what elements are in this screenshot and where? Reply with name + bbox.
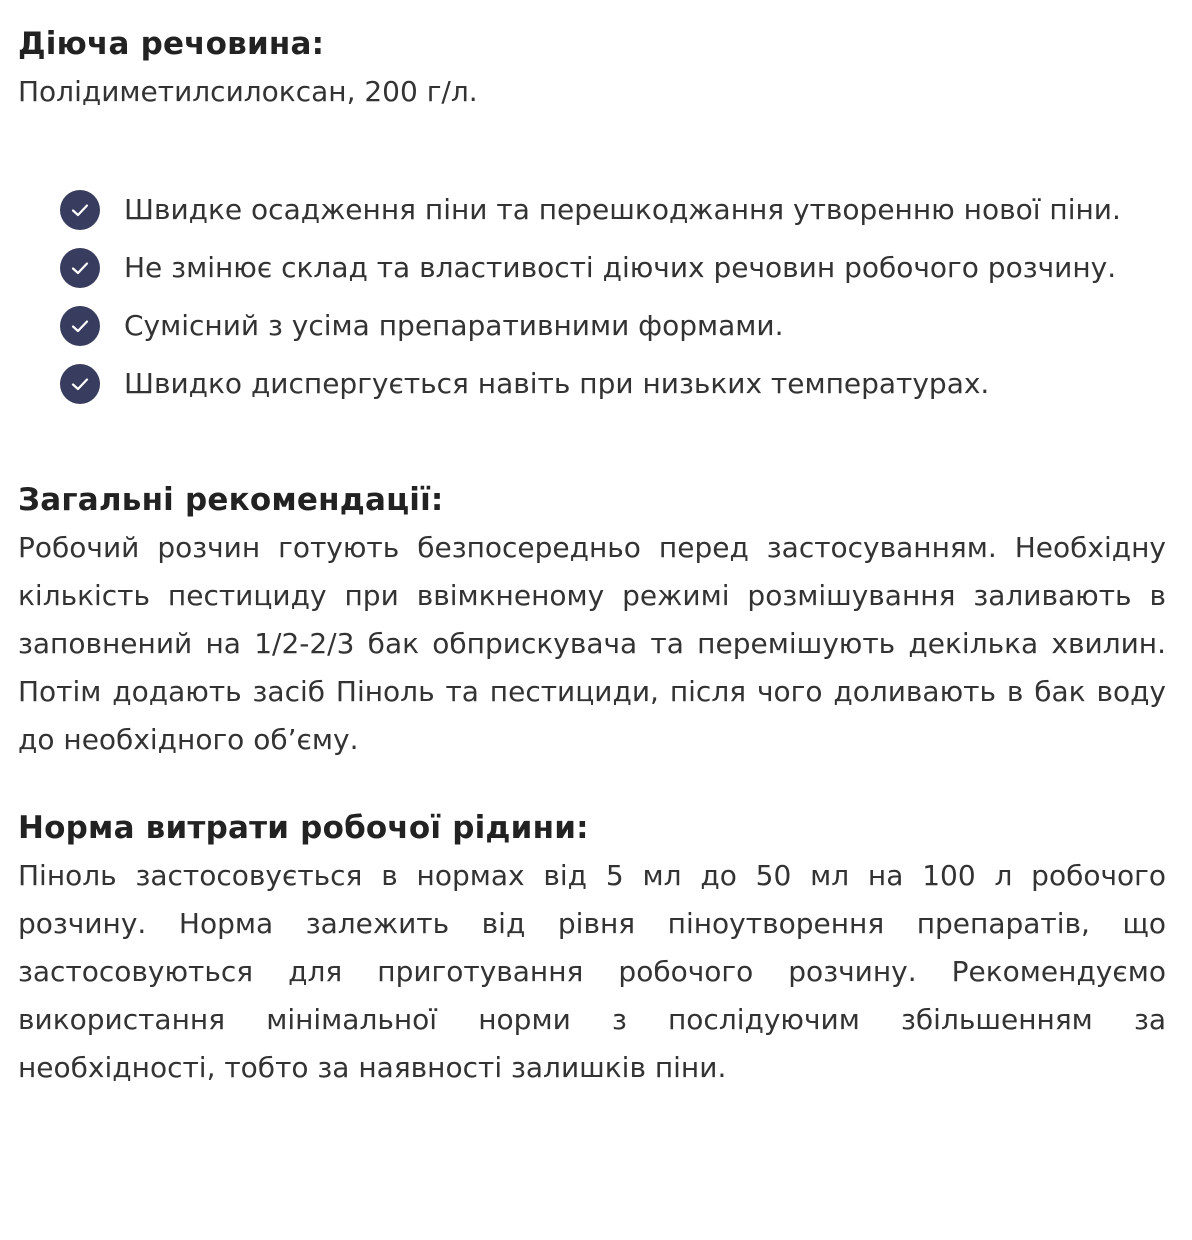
- benefits-list: [18, 186, 1166, 408]
- check-circle-icon: [60, 364, 100, 404]
- general-recommendations-text: Робочий розчин готують безпосередньо перед застосуванням. Необхідну кількість пестициду при ввімкненому режимі розмішування заливають в заповнений на 1/2-2/3 бак обприскувача та перемішують декілька хвилин. Потім додають засіб Піноль та пестициди, після чого доливають в бак воду до необхідного об’єму.: [18, 531, 1166, 756]
- active-ingredient-heading: Діюча речовина:: [18, 26, 325, 62]
- check-circle-icon: [60, 306, 100, 346]
- check-circle-icon: [60, 190, 100, 230]
- benefit-label: Швидке осадження піни та перешкоджання утворенню нової піни.: [124, 193, 1121, 226]
- general-recommendations-section: [18, 476, 1166, 764]
- check-circle-icon: [60, 248, 100, 288]
- application-rate-section: [18, 804, 1166, 1092]
- benefit-item: [60, 186, 1166, 234]
- benefit-item: [60, 360, 1166, 408]
- benefit-label: Швидко диспергується навіть при низьких температурах.: [124, 367, 990, 400]
- active-ingredient-text: Полідиметилсилоксан, 200 г/л.: [18, 75, 478, 108]
- benefit-label: Сумісний з усіма препаративними формами.: [124, 309, 784, 342]
- application-rate-heading: Норма витрати робочої рідини:: [18, 810, 589, 846]
- benefit-item: [60, 302, 1166, 350]
- application-rate-text: Піноль застосовується в нормах від 5 мл до 50 мл на 100 л робочого розчину. Норма залежить від рівня піноутворення препаратів, що застосовуються для приготування робочого розчину. Рекомендуємо використання мінімальної норми з послідуючим збільшенням за необхідності, тобто за наявності залишків піни.: [18, 859, 1166, 1084]
- general-recommendations-heading: Загальні рекомендації:: [18, 482, 444, 518]
- active-ingredient-section: [18, 20, 1166, 116]
- benefit-item: [60, 244, 1166, 292]
- benefit-label: Не змінює склад та властивості діючих речовин робочого розчину.: [124, 251, 1117, 284]
